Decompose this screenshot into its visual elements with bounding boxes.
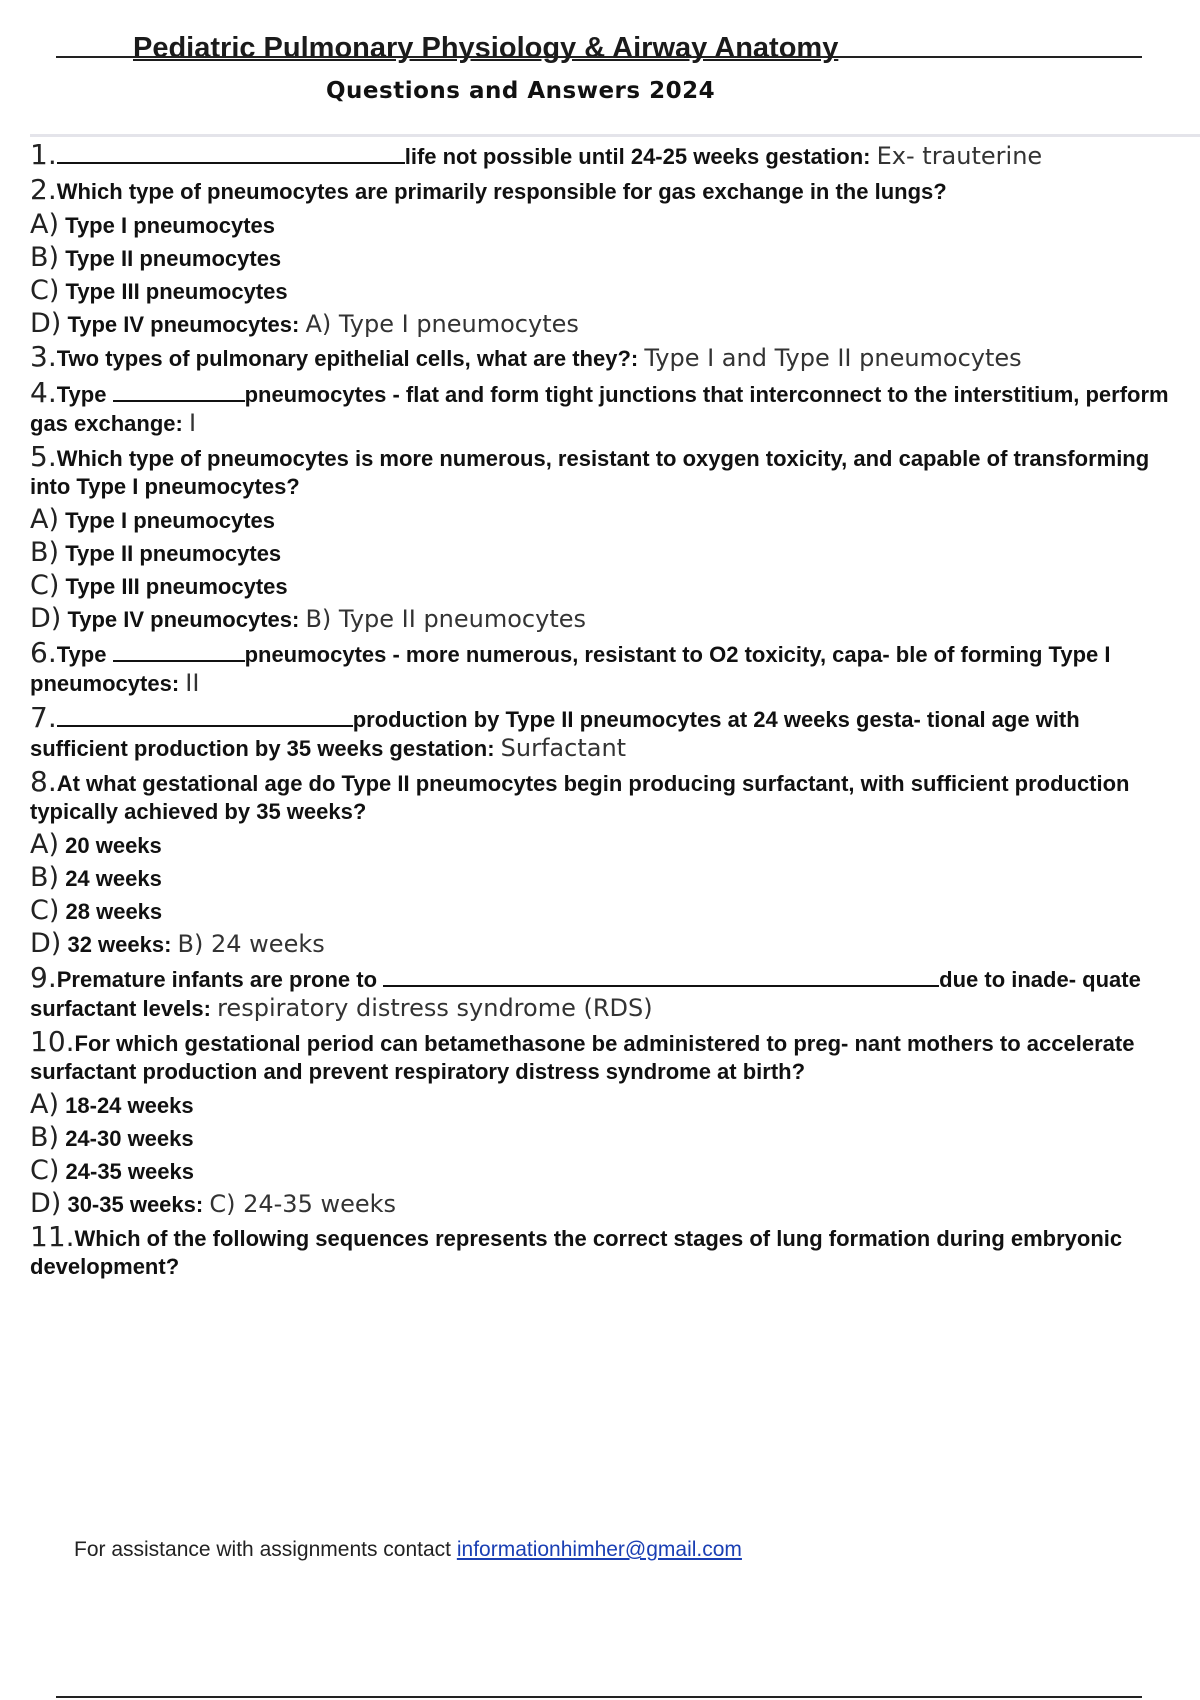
document-title: Pediatric Pulmonary Physiology & Airway Anatomy	[133, 32, 839, 64]
question-4	[30, 378, 1180, 438]
option-b	[30, 539, 1180, 568]
fill-blank	[383, 963, 939, 987]
option-letter: A)	[30, 1089, 60, 1120]
option-text: Type IV pneumocytes:	[67, 607, 300, 632]
answer-text: B) 24 weeks	[177, 930, 325, 958]
title-divider	[56, 56, 1142, 58]
option-text: 24 weeks	[65, 866, 162, 891]
question-text: Which type of pneumocytes are primarily responsible for gas exchange in the lungs?	[56, 179, 947, 204]
question-text: At what gestational age do Type II pneumocytes begin producing surfactant, with sufficient production typically achieved by 35 weeks?	[30, 771, 1130, 824]
option-letter: B)	[30, 862, 60, 893]
email-link[interactable]: informationhimher@gmail.com	[456, 1538, 742, 1561]
option-text: Type III pneumocytes	[65, 279, 288, 304]
question-text: Type	[56, 642, 107, 667]
question-text: production by Type II pneumocytes at 24 weeks gesta- tional age with sufficient production by 35 weeks gestation:	[30, 707, 1080, 761]
question-number: 2.	[30, 173, 57, 206]
footer-text: For assistance with assignments contact	[74, 1538, 451, 1561]
option-b	[30, 864, 1180, 893]
question-3	[30, 340, 1180, 373]
option-letter: C)	[30, 1155, 60, 1186]
question-number: 7.	[30, 701, 57, 734]
question-text: pneumocytes - more numerous, resistant to O2 toxicity, capa- ble of forming Type I pneumocytes:	[30, 642, 1111, 696]
option-d	[30, 930, 1180, 959]
answer-text: I	[188, 409, 197, 437]
footer-contact	[74, 1538, 742, 1562]
question-text: Two types of pulmonary epithelial cells, what are they?:	[56, 346, 639, 371]
option-text: Type III pneumocytes	[65, 574, 288, 599]
option-d	[30, 605, 1180, 634]
option-letter: D)	[30, 308, 62, 339]
question-number: 11.	[30, 1220, 75, 1253]
option-c	[30, 277, 1180, 306]
answer-text: respiratory distress syndrome (RDS)	[217, 994, 653, 1022]
option-b	[30, 244, 1180, 273]
option-letter: A)	[30, 209, 60, 240]
option-b	[30, 1124, 1180, 1153]
fill-blank	[113, 638, 245, 662]
option-text: Type I pneumocytes	[65, 213, 276, 238]
answer-text: B) Type II pneumocytes	[305, 605, 587, 633]
question-number: 5.	[30, 440, 57, 473]
question-7	[30, 703, 1180, 763]
question-5	[30, 440, 1180, 501]
option-text: 30-35 weeks:	[67, 1192, 204, 1217]
fill-blank	[57, 703, 353, 727]
option-letter: D)	[30, 603, 62, 634]
question-number: 9.	[30, 961, 57, 994]
option-letter: C)	[30, 275, 60, 306]
question-2	[30, 173, 1180, 206]
header-divider	[30, 134, 1200, 137]
question-number: 4.	[30, 376, 57, 409]
question-text: For which gestational period can betamethasone be administered to preg- nant mothers to accelerate surfactant production and prevent respiratory distress syndrome at birth?	[30, 1031, 1135, 1084]
question-11	[30, 1220, 1180, 1281]
option-letter: B)	[30, 242, 60, 273]
question-text: pneumocytes - flat and form tight junctions that interconnect to the interstitium, perform gas exchange:	[30, 382, 1169, 436]
question-text: Which of the following sequences represents the correct stages of lung formation during embryonic development?	[30, 1226, 1123, 1279]
question-number: 10.	[30, 1025, 75, 1058]
question-9	[30, 963, 1180, 1023]
option-a	[30, 1091, 1180, 1120]
question-text: Which type of pneumocytes is more numerous, resistant to oxygen toxicity, and capable of transforming into Type I pneumocytes?	[30, 446, 1150, 499]
option-letter: B)	[30, 1122, 60, 1153]
question-6	[30, 638, 1180, 698]
option-c	[30, 897, 1180, 926]
option-letter: C)	[30, 895, 60, 926]
answer-text: Surfactant	[500, 734, 627, 762]
answer-text: Type I and Type II pneumocytes	[644, 344, 1022, 372]
question-text: Premature infants are prone to	[56, 967, 378, 992]
option-d	[30, 310, 1180, 339]
option-letter: A)	[30, 829, 60, 860]
option-text: Type IV pneumocytes:	[67, 312, 300, 337]
option-text: 24-35 weeks	[65, 1159, 194, 1184]
option-text: Type II pneumocytes	[65, 541, 282, 566]
answer-text: A) Type I pneumocytes	[305, 310, 579, 338]
question-10	[30, 1025, 1180, 1086]
option-text: 32 weeks:	[67, 932, 172, 957]
option-letter: C)	[30, 570, 60, 601]
option-c	[30, 572, 1180, 601]
option-text: 18-24 weeks	[65, 1093, 194, 1118]
option-text: 20 weeks	[65, 833, 162, 858]
question-list	[30, 140, 1180, 1286]
option-letter: D)	[30, 1188, 62, 1219]
question-text: Type	[56, 382, 107, 407]
option-text: Type I pneumocytes	[65, 508, 276, 533]
option-a	[30, 211, 1180, 240]
question-number: 3.	[30, 340, 57, 373]
answer-text: Ex- trauterine	[876, 142, 1043, 170]
option-a	[30, 506, 1180, 535]
document-subtitle: Questions and Answers 2024	[326, 78, 716, 104]
fill-blank	[57, 140, 405, 164]
option-text: 24-30 weeks	[65, 1126, 194, 1151]
question-8	[30, 765, 1180, 826]
option-text: 28 weeks	[65, 899, 163, 924]
fill-blank	[113, 378, 245, 402]
question-number: 1.	[30, 138, 57, 171]
footer-divider	[56, 1696, 1142, 1698]
option-a	[30, 831, 1180, 860]
option-d	[30, 1190, 1180, 1219]
question-number: 8.	[30, 765, 57, 798]
question-number: 6.	[30, 636, 57, 669]
question-1	[30, 140, 1180, 171]
answer-text: II	[185, 669, 200, 697]
option-c	[30, 1157, 1180, 1186]
option-letter: B)	[30, 537, 60, 568]
option-letter: A)	[30, 504, 60, 535]
answer-text: C) 24-35 weeks	[209, 1190, 397, 1218]
question-text: life not possible until 24-25 weeks gestation:	[404, 144, 871, 169]
question-text: due to inade- quate surfactant levels:	[30, 967, 1141, 1021]
option-letter: D)	[30, 928, 62, 959]
option-text: Type II pneumocytes	[65, 246, 282, 271]
